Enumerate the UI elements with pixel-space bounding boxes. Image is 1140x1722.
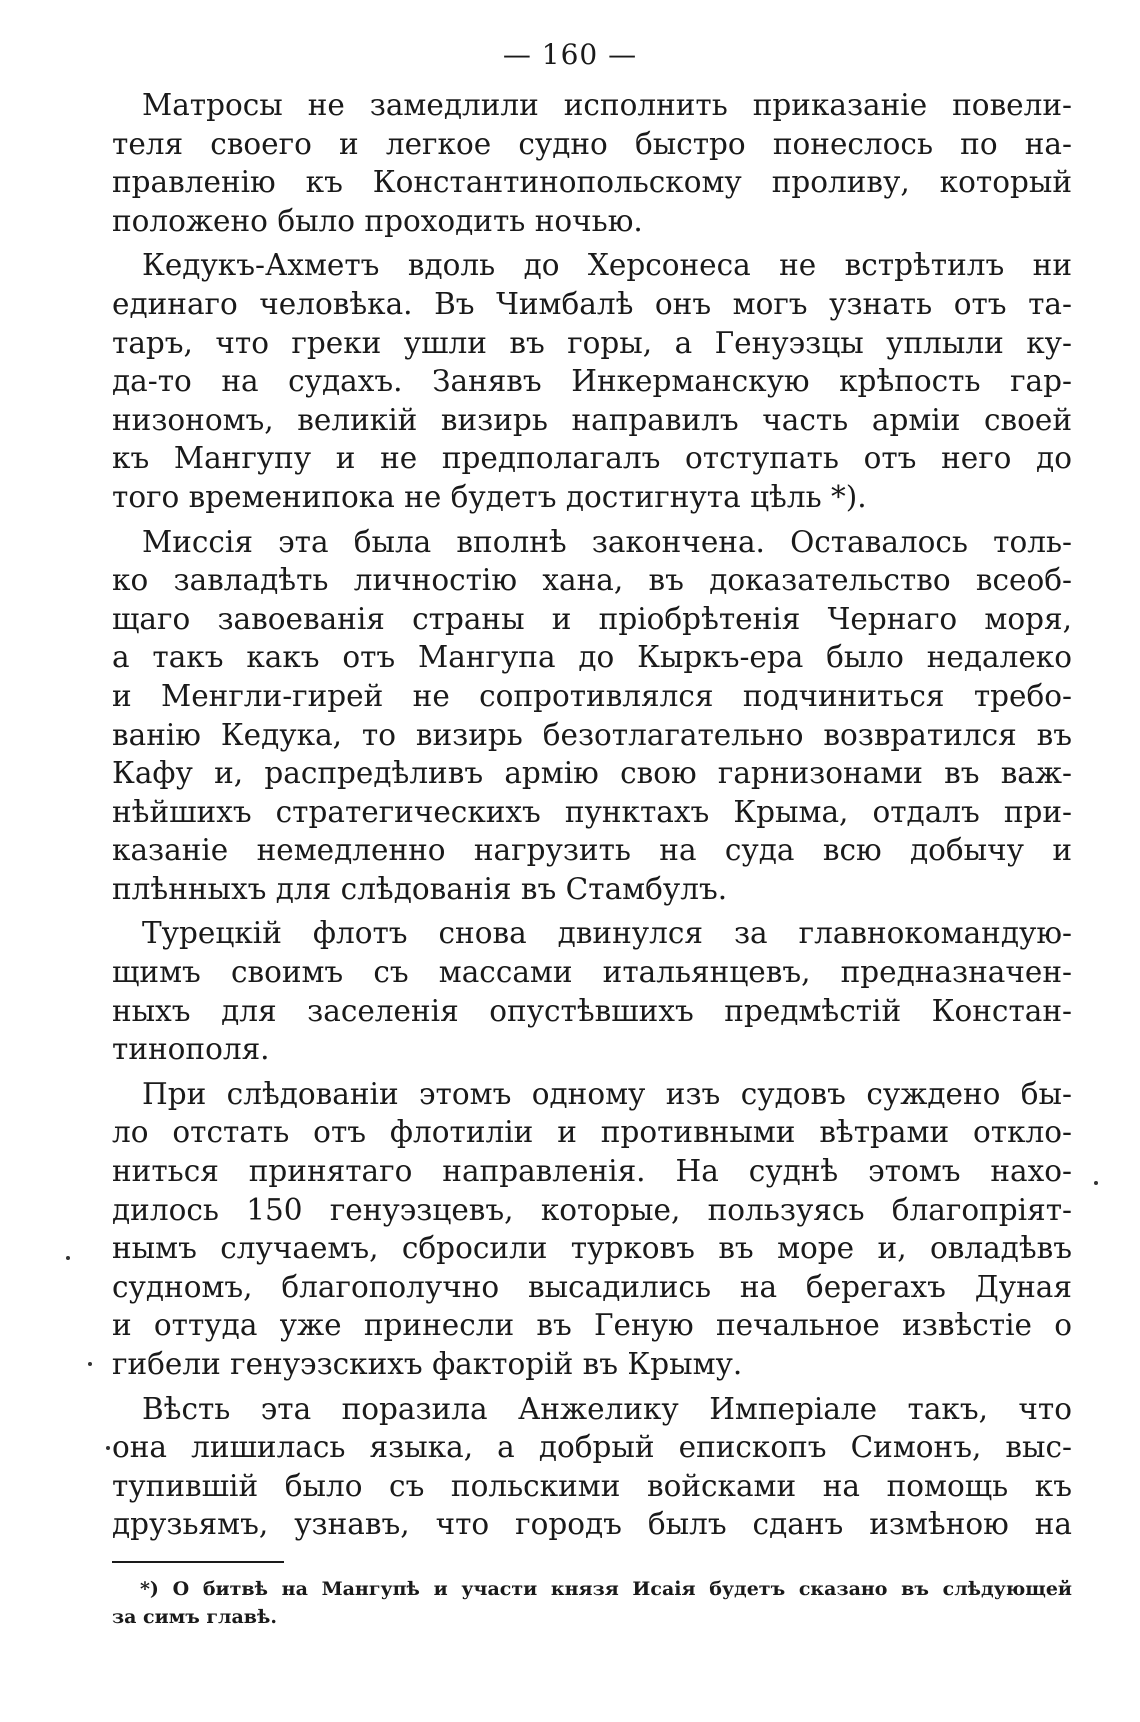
text-line: теля своего и легкое судно быстро понеслось по на- — [112, 126, 1072, 161]
text-line: дилось 150 генуэзцевъ, которые, пользуясь благопріят- — [112, 1192, 1072, 1227]
text-line: она лишилась языка, а добрый епископъ Симонъ, выс- — [112, 1430, 1072, 1465]
paragraph — [112, 1075, 1072, 1384]
text-line: Кедукъ-Ахметъ вдоль до Херсонеса не встрѣтилъ ни — [142, 248, 1072, 283]
paragraph — [112, 914, 1072, 1068]
text-line: да-то на судахъ. Занявъ Инкерманскую крѣпость гар- — [112, 364, 1072, 399]
text-line: ло отстать отъ флотиліи и противными вѣтрами откло- — [112, 1115, 1072, 1150]
text-line: Кафу и, распредѣливъ армію свою гарнизонами въ важ- — [112, 756, 1072, 791]
text-line: и оттуда уже принесли въ Геную печальное извѣстіе о — [112, 1308, 1072, 1343]
text-line: щимъ своимъ съ массами итальянцевъ, предназначен- — [112, 955, 1072, 990]
text-line: ниться принятаго направленія. На суднѣ этомъ нахо- — [112, 1154, 1072, 1189]
paragraph — [112, 86, 1072, 240]
text-line: положено было проходить ночью. — [112, 203, 643, 238]
text-line: плѣнныхъ для слѣдованія въ Стамбулъ. — [112, 871, 728, 906]
footnote-line: *) О битвѣ на Мангупѣ и участи князя Исаія будетъ сказано въ слѣдующей — [140, 1578, 1072, 1600]
text-line: друзьямъ, узнавъ, что городъ былъ сданъ измѣною на — [112, 1507, 1072, 1542]
text-line: тинополя. — [112, 1032, 270, 1067]
footnote — [112, 1575, 1072, 1631]
text-line: Вѣсть эта поразила Анжелику Имперіале такъ, что — [142, 1391, 1072, 1426]
text-line: казаніе немедленно нагрузить на суда всю добычу и — [112, 833, 1072, 868]
scan-speck — [106, 1446, 110, 1450]
text-line: нѣйшихъ стратегическихъ пунктахъ Крыма, отдалъ при- — [112, 794, 1072, 829]
scan-speck — [1094, 1181, 1098, 1185]
text-line: ныхъ для заселенія опустѣвшихъ предмѣстій Констан- — [112, 993, 1072, 1028]
paragraph — [112, 1390, 1072, 1544]
body-text — [112, 86, 1072, 1550]
scan-speck — [66, 1256, 70, 1260]
footnote-divider — [112, 1561, 284, 1563]
text-line: таръ, что греки ушли въ горы, а Генуэзцы уплыли ку- — [112, 325, 1072, 360]
text-line: ванію Кедука, то визирь безотлагательно возвратился въ — [112, 717, 1072, 752]
text-line: При слѣдованіи этомъ одному изъ судовъ суждено бы- — [142, 1076, 1072, 1111]
text-line: правленію къ Константинопольскому проливу, который — [112, 165, 1072, 200]
text-line: тупившій было съ польскими войсками на помощь къ — [112, 1468, 1072, 1503]
text-line: Турецкій флотъ снова двинулся за главнокомандую- — [142, 916, 1072, 951]
text-line: нымъ случаемъ, сбросили турковъ въ море и, овладѣвъ — [112, 1231, 1072, 1266]
text-line: того временипока не будетъ достигнута цѣль *). — [112, 479, 867, 514]
paragraph — [112, 523, 1072, 909]
text-line: и Менгли-гирей не сопротивлялся подчиниться требо- — [112, 678, 1072, 713]
text-line: къ Мангупу и не предполагалъ отступать отъ него до — [112, 441, 1072, 476]
text-line: гибели генуэзскихъ факторій въ Крыму. — [112, 1347, 743, 1381]
text-line: щаго завоеванія страны и пріобрѣтенія Чернаго моря, — [112, 601, 1072, 636]
text-line: судномъ, благополучно высадились на берегахъ Дуная — [112, 1269, 1072, 1304]
paragraph — [112, 246, 1072, 516]
text-line: Миссія эта была вполнѣ закончена. Оставалось толь- — [142, 524, 1072, 559]
text-line: единаго человѣка. Въ Чимбалѣ онъ могъ узнать отъ та- — [112, 286, 1072, 321]
page-number: — 160 — — [502, 38, 638, 71]
text-line: а такъ какъ отъ Мангупа до Кыркъ-ера было недалеко — [112, 640, 1072, 675]
text-line: низономъ, великій визирь направилъ часть арміи своей — [112, 402, 1072, 437]
scan-speck — [88, 1362, 92, 1366]
footnote-line: за симъ главѣ. — [112, 1606, 277, 1628]
text-line: ко завладѣть личностію хана, въ доказательство всеоб- — [112, 563, 1072, 598]
text-line: Матросы не замедлили исполнить приказаніе повели- — [142, 88, 1072, 122]
